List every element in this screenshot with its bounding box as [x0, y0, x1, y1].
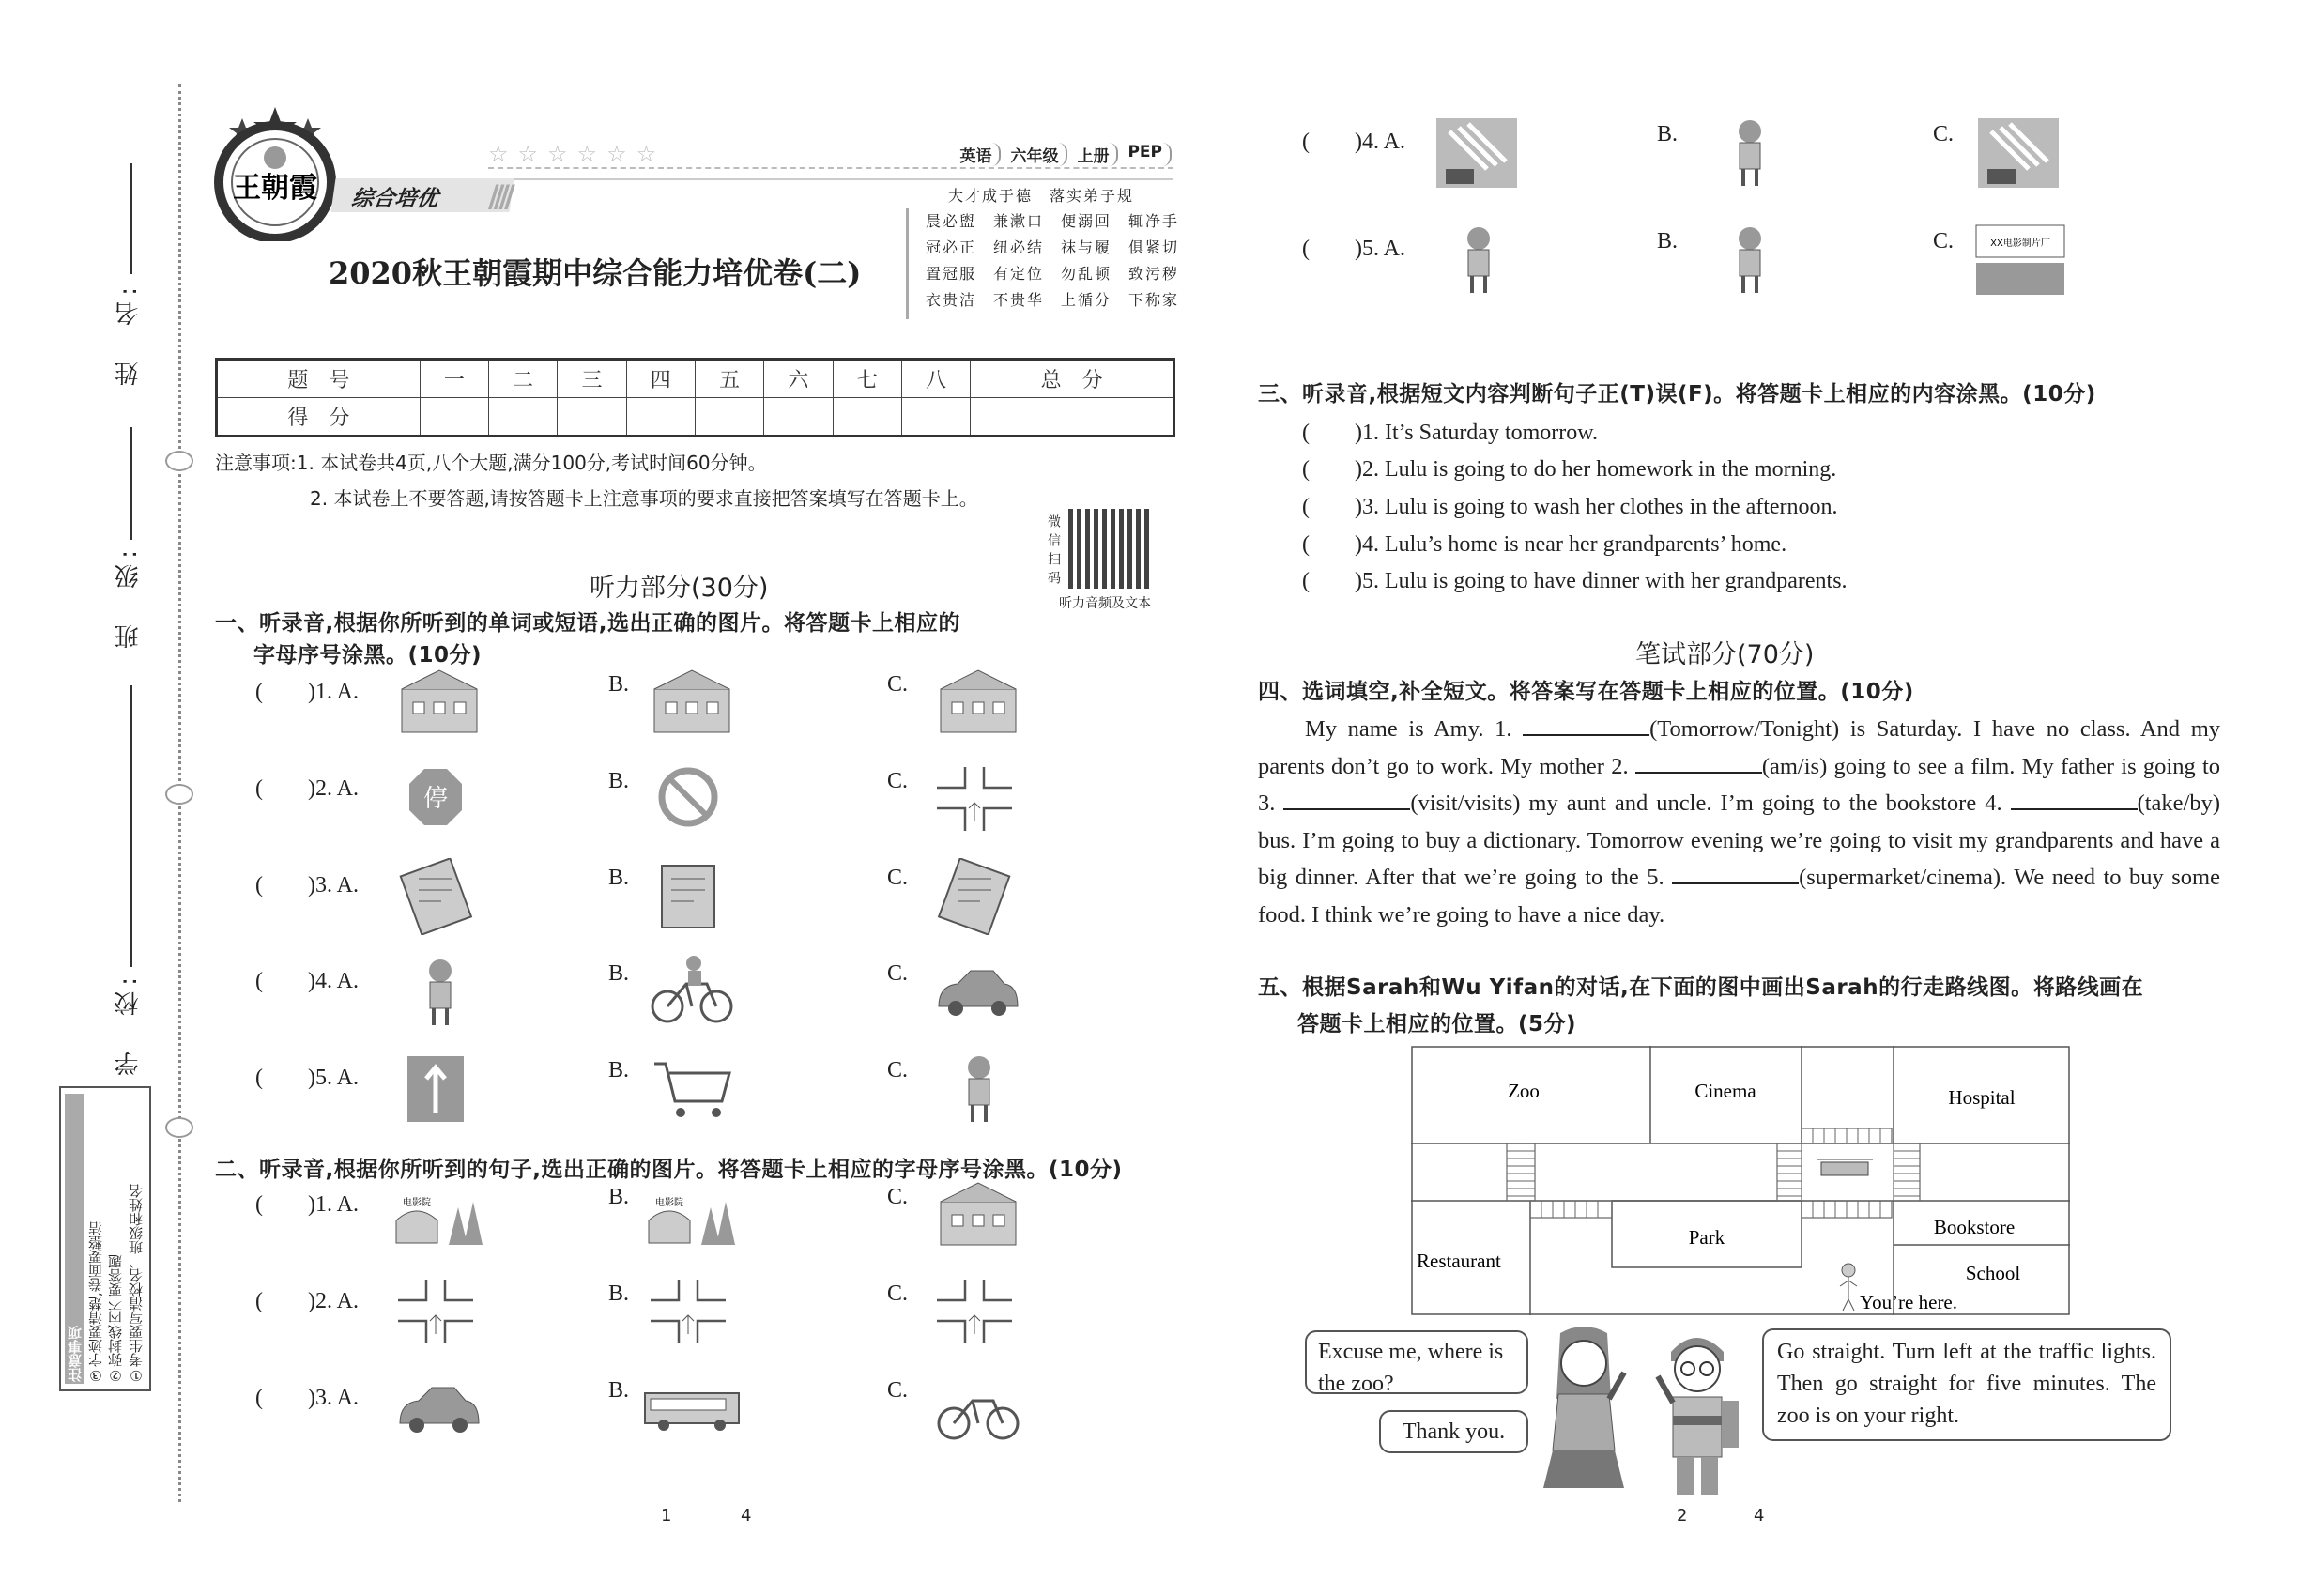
- section-1-heading: 一、听录音,根据你所听到的单词或短语,选出正确的图片。将答题卡上相应的: [215, 611, 960, 636]
- blank-2[interactable]: [1635, 755, 1762, 774]
- bike-rider-picture[interactable]: [641, 954, 744, 1031]
- question-number[interactable]: ( )5. A.: [1302, 237, 1405, 261]
- option-label[interactable]: B.: [608, 769, 630, 793]
- motto-line: 冠必正 纽必结 袜与履 俱紧切: [926, 238, 1180, 256]
- option-label[interactable]: C.: [1933, 229, 1955, 253]
- school-label: 学 校:: [115, 972, 143, 1076]
- tag-grade: 六年级: [1008, 143, 1067, 166]
- stop-sign-picture[interactable]: [389, 761, 492, 838]
- shop-park-picture[interactable]: [928, 1177, 1031, 1254]
- score-header-cell: 一: [420, 360, 488, 398]
- bicycle-picture[interactable]: [928, 1371, 1031, 1448]
- map-park: Park: [1688, 1226, 1725, 1249]
- tag-volume: 上册: [1075, 143, 1118, 166]
- option-label[interactable]: B.: [608, 1185, 630, 1209]
- option-label[interactable]: C.: [887, 1378, 909, 1403]
- class-field[interactable]: [130, 427, 132, 540]
- score-table: [215, 358, 1175, 437]
- tag-edition: PEP: [1126, 143, 1172, 166]
- score-header-cell: 六: [764, 360, 833, 398]
- girl-picture[interactable]: [928, 1051, 1031, 1128]
- question-number[interactable]: ( )3. A.: [255, 873, 359, 898]
- score-header-cell: 总 分: [971, 360, 1174, 398]
- question-number[interactable]: ( )2. A.: [255, 1289, 359, 1313]
- car-picture[interactable]: [389, 1371, 492, 1448]
- no-turn-sign-picture[interactable]: [641, 761, 744, 838]
- option-label[interactable]: B.: [608, 961, 630, 986]
- scissors-icon: [165, 1117, 193, 1138]
- scissors-icon: [165, 784, 193, 805]
- cinema-hall-picture[interactable]: [1969, 222, 2072, 299]
- option-label[interactable]: B.: [1657, 122, 1679, 146]
- option-label[interactable]: C.: [887, 866, 909, 890]
- blank-4[interactable]: [2011, 791, 2138, 810]
- score-cell[interactable]: [420, 398, 488, 437]
- traffic-light-icon: [1817, 1159, 1873, 1175]
- score-cell[interactable]: [764, 398, 833, 437]
- score-cell[interactable]: [695, 398, 763, 437]
- listening-section-title: 听力部分(30分): [590, 574, 769, 603]
- taxi-picture[interactable]: [928, 954, 1031, 1031]
- score-cell[interactable]: [971, 398, 1174, 437]
- section-2-heading: 二、听录音,根据你所听到的句子,选出正确的图片。将答题卡上相应的字母序号涂黑。(10分): [215, 1158, 1123, 1182]
- blank-1[interactable]: [1523, 717, 1649, 736]
- class-label: 班 级:: [115, 545, 143, 649]
- option-label[interactable]: C.: [1933, 122, 1955, 146]
- score-header-cell: 七: [833, 360, 901, 398]
- score-cell[interactable]: [626, 398, 695, 437]
- tf-item: ( )1. It’s Saturday tomorrow.: [1302, 421, 1599, 445]
- svg-text:电影院: 电影院: [403, 1198, 431, 1208]
- crossroad-picture[interactable]: [641, 1274, 744, 1351]
- score-header-cell: 三: [558, 360, 626, 398]
- painting-picture[interactable]: [1427, 222, 1530, 299]
- town-picture[interactable]: [389, 665, 492, 742]
- motto-block: [906, 208, 1179, 319]
- qr-hint: 微信扫码: [1046, 514, 1061, 590]
- motto-line: 置冠服 有定位 勿乱顿 致污秽: [926, 265, 1180, 283]
- map-cinema: Cinema: [1694, 1080, 1756, 1102]
- police-picture[interactable]: [1698, 115, 1802, 192]
- score-header-cell: 八: [901, 360, 970, 398]
- counter-picture[interactable]: [1698, 222, 1802, 299]
- subject-tags: [958, 143, 1172, 166]
- speech-bubble-wu-yifan: Go straight. Turn left at the traffic lights. Then go straight for five minutes. The zoo is on your right.: [1762, 1328, 2171, 1441]
- boy-wu-yifan-illustration: [1645, 1324, 1748, 1502]
- page-total: 4: [1754, 1506, 1765, 1526]
- series-band: 综合培优: [330, 178, 514, 212]
- map-school: School: [1965, 1262, 2021, 1284]
- option-label[interactable]: C.: [887, 961, 909, 986]
- divider: [488, 167, 1173, 169]
- section-5-heading-cont: 答题卡上相应的位置。(5分): [1297, 1012, 1577, 1036]
- option-label[interactable]: C.: [887, 1185, 909, 1209]
- exam-notice-box: [59, 1086, 151, 1391]
- map-bookstore: Bookstore: [1933, 1216, 2016, 1238]
- tf-item: ( )2. Lulu is going to do her homework in the morning.: [1302, 457, 1837, 482]
- decor-slashes: ////: [488, 178, 510, 214]
- notice-title: 注意事项: [65, 1094, 84, 1384]
- qr-caption: 听力音频及文本: [1059, 596, 1151, 611]
- cart-picture[interactable]: [641, 1051, 744, 1128]
- score-cell[interactable]: [558, 398, 626, 437]
- tf-item: ( )4. Lulu’s home is near her grandparents’ home.: [1302, 532, 1787, 557]
- score-header-cell: 二: [489, 360, 558, 398]
- score-cell[interactable]: [489, 398, 558, 437]
- option-label[interactable]: B.: [608, 1058, 630, 1082]
- exam-notes-2: 2. 本试卷上不要答题,请按答题卡上注意事项的要求直接把答案填写在答题卡上。: [310, 487, 978, 510]
- page-number: 1: [661, 1506, 672, 1526]
- map-zoo: Zoo: [1508, 1080, 1540, 1102]
- notice-item: ②弥封线内不要答题: [107, 1254, 125, 1384]
- arrow-sign-picture[interactable]: [389, 1051, 492, 1128]
- crosswalk-cars-picture[interactable]: [1969, 115, 2072, 192]
- map-restaurant: Restaurant: [1417, 1250, 1501, 1272]
- scissors-icon: [165, 451, 193, 471]
- notice-item: ①考生要写清校名、班级和姓名: [127, 1184, 145, 1384]
- exam-notes-1: 注意事项:1. 本试卷共4页,八个大题,满分100分,考试时间60分钟。: [215, 452, 767, 474]
- score-header-cell: 四: [626, 360, 695, 398]
- crossroad-picture[interactable]: [389, 1274, 492, 1351]
- tf-item: ( )3. Lulu is going to wash her clothes in the afternoon.: [1302, 495, 1838, 519]
- option-label[interactable]: B.: [608, 866, 630, 890]
- building-picture[interactable]: [928, 665, 1031, 742]
- question-number[interactable]: ( )5. A.: [255, 1066, 359, 1090]
- name-field[interactable]: [130, 163, 132, 274]
- score-row-label: 得 分: [217, 398, 421, 437]
- question-number[interactable]: ( )2. A.: [255, 776, 359, 801]
- bus-picture[interactable]: [641, 1371, 744, 1448]
- you-are-here-label: You’re here.: [1860, 1291, 1958, 1313]
- option-label[interactable]: B.: [1657, 229, 1679, 253]
- crossroad-picture[interactable]: [928, 1274, 1031, 1351]
- section-3-heading: 三、听录音,根据短文内容判断句子正(T)误(F)。将答题卡上相应的内容涂黑。(10分): [1258, 382, 2096, 407]
- hiker-picture[interactable]: [389, 954, 492, 1031]
- cloze-passage: My name is Amy. 1. (Tomorrow/Tonight) is Saturday. I have no class. And my parents don’t go to work. My mother 2. (am/is) going to see a film. My father is going to 3. (visit/visits) my aunt and uncle. I’m going to the bookstore 4. (take/by) bus. I’m going to buy a dictionary. Tomorrow evening we’re going to visit my grandparents and have a big dinner. After that we’re going to the 5. (supermarket/cinema). We need to buy some food. I think we’re going to have a nice day.: [1258, 716, 2221, 928]
- option-label[interactable]: C.: [887, 769, 909, 793]
- map-hospital: Hospital: [1948, 1086, 2016, 1109]
- speech-bubble-sarah-question: Excuse me, where is the zoo?: [1305, 1330, 1528, 1394]
- page-number: 2: [1677, 1506, 1688, 1526]
- option-label[interactable]: C.: [887, 1058, 909, 1082]
- cinema-park-picture[interactable]: [389, 1177, 492, 1254]
- logo-text: 王朝霞: [233, 172, 317, 205]
- postcard-picture[interactable]: [389, 858, 492, 935]
- brand-logo: [214, 105, 336, 241]
- section-4-heading: 四、选词填空,补全短文。将答案写在答题卡上相应的位置。(10分): [1258, 680, 1914, 704]
- route-map[interactable]: [1411, 1046, 2070, 1318]
- book-picture[interactable]: [641, 858, 744, 935]
- section-5-heading: 五、根据Sarah和Wu Yifan的对话,在下面的图中画出Sarah的行走路线图。将路线画在: [1258, 975, 2144, 1000]
- school-field[interactable]: [130, 685, 132, 967]
- difficulty-stars: ☆☆☆☆☆☆: [488, 141, 667, 167]
- crossroad-picture[interactable]: [928, 761, 1031, 838]
- blank-5[interactable]: [1672, 866, 1799, 884]
- option-label[interactable]: C.: [887, 672, 909, 697]
- question-number[interactable]: ( )1. A.: [255, 1192, 359, 1217]
- blank-3[interactable]: [1283, 791, 1410, 810]
- qr-code[interactable]: [1068, 509, 1150, 589]
- question-number[interactable]: ( )1. A.: [255, 680, 359, 704]
- motto-line: 晨必盥 兼漱口 便溺回 辄净手: [926, 212, 1180, 230]
- tag-subject: 英语: [958, 143, 1001, 166]
- score-cell[interactable]: [901, 398, 970, 437]
- option-label[interactable]: B.: [608, 1378, 630, 1403]
- page-title: 2020秋王朝霞期中综合能力培优卷(二): [329, 255, 862, 291]
- svg-text:电影院: 电影院: [655, 1198, 683, 1208]
- question-number[interactable]: ( )4. A.: [1302, 130, 1405, 154]
- question-number[interactable]: ( )3. A.: [255, 1386, 359, 1410]
- you-are-here-figure-icon: [1840, 1264, 1857, 1311]
- crosswalk-picture[interactable]: [1427, 115, 1530, 192]
- svg-text:停: 停: [422, 785, 449, 813]
- motto-heading: 大才成于德 落实弟子规: [948, 187, 1135, 205]
- dictionary-picture[interactable]: [928, 858, 1031, 935]
- tf-item: ( )5. Lulu is going to have dinner with her grandparents.: [1302, 569, 1848, 593]
- speech-bubble-sarah-thanks: Thank you.: [1379, 1410, 1528, 1453]
- option-label[interactable]: C.: [887, 1281, 909, 1306]
- section-1-heading-cont: 字母序号涂黑。(10分): [253, 643, 483, 668]
- girl-sarah-illustration: [1532, 1324, 1635, 1502]
- notice-item: ③字迹要清楚,卷面要整洁: [86, 1221, 104, 1384]
- svg-text:XX电影制片厂: XX电影制片厂: [1990, 238, 2050, 249]
- score-header-cell: 题 号: [217, 360, 421, 398]
- score-cell[interactable]: [833, 398, 901, 437]
- writing-section-title: 笔试部分(70分): [1635, 640, 1815, 669]
- page-total: 4: [741, 1506, 752, 1526]
- motto-line: 衣贵洁 不贵华 上循分 下称家: [926, 291, 1180, 309]
- option-label[interactable]: B.: [608, 1281, 630, 1306]
- cinema-park-picture[interactable]: [641, 1177, 744, 1254]
- option-label[interactable]: B.: [608, 672, 630, 697]
- school-picture[interactable]: [641, 665, 744, 742]
- score-header-cell: 五: [695, 360, 763, 398]
- question-number[interactable]: ( )4. A.: [255, 969, 359, 993]
- name-label: 姓 名:: [115, 282, 143, 386]
